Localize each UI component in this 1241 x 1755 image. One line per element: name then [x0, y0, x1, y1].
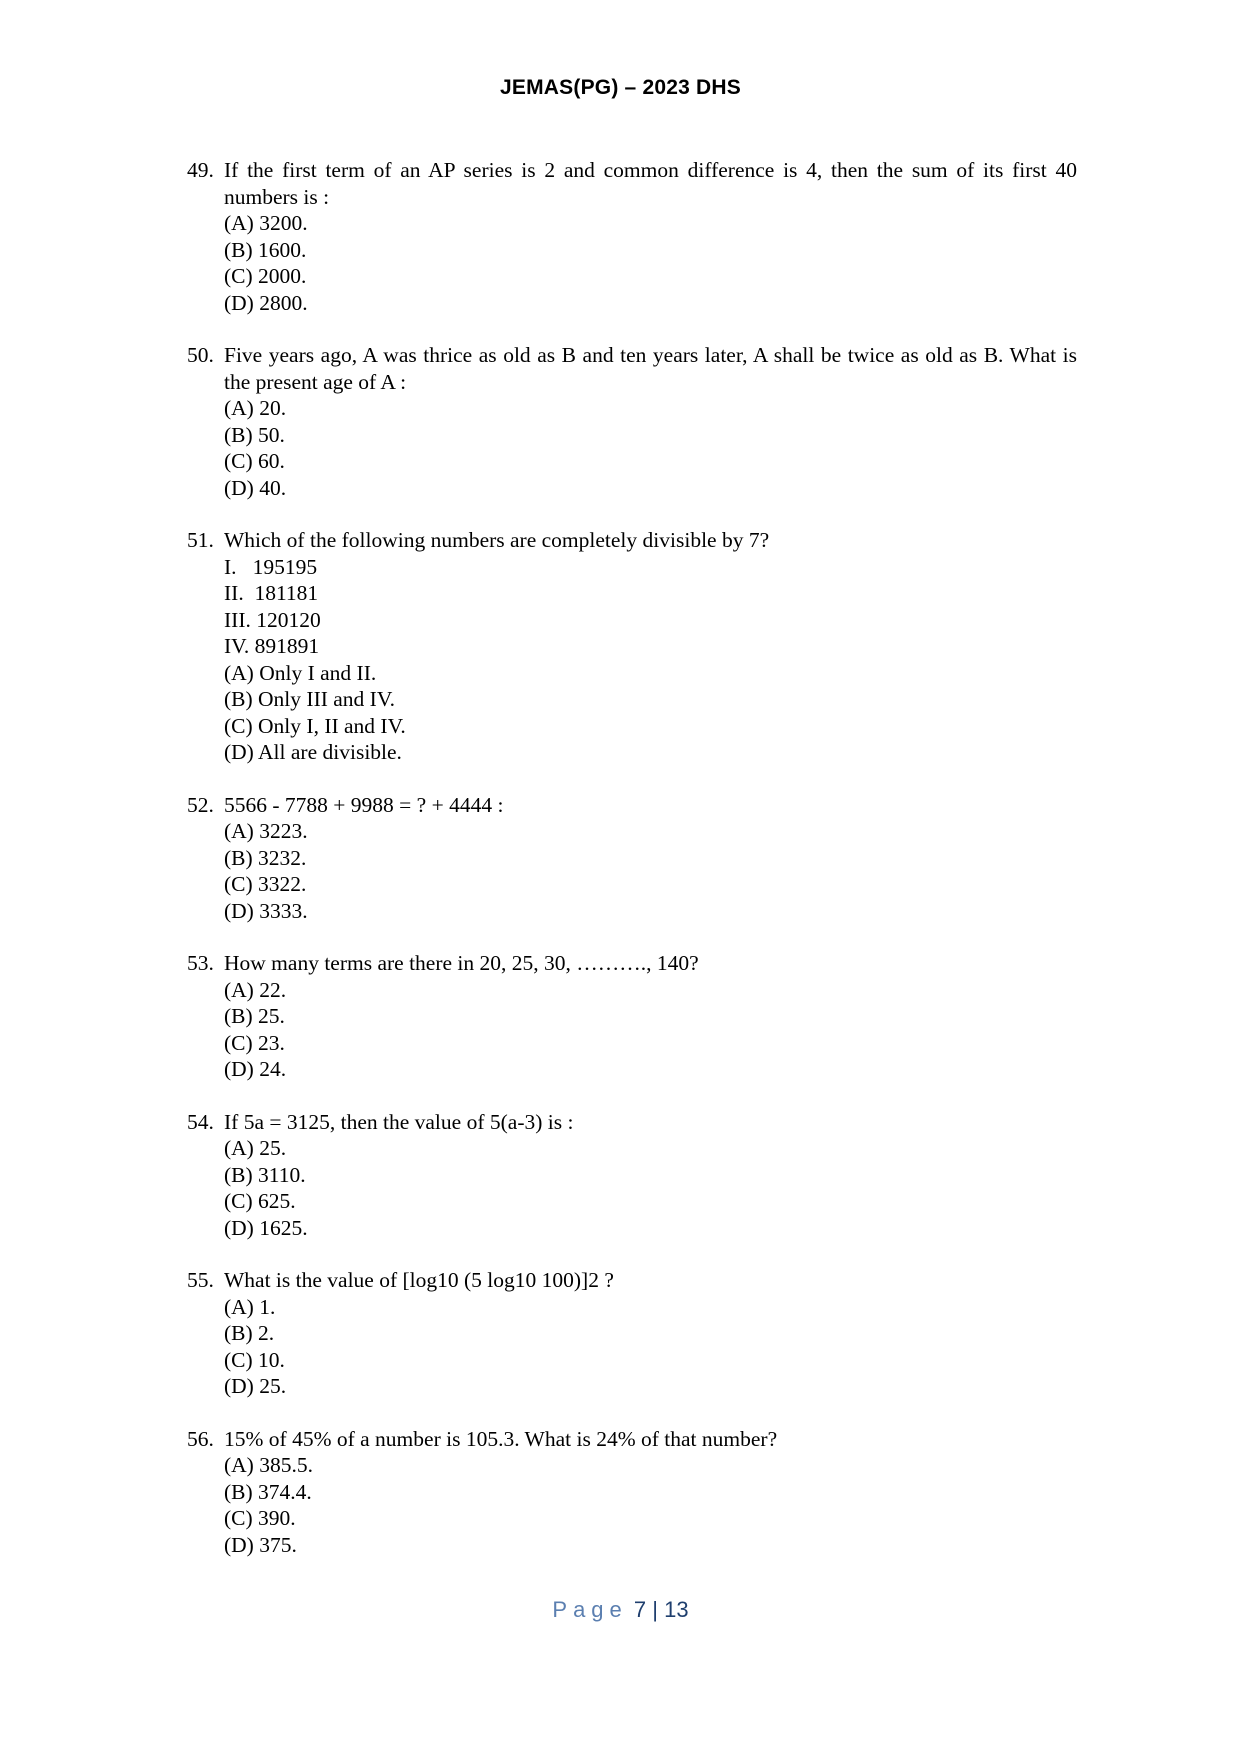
question-number: 55. — [187, 1268, 214, 1292]
question-item — [187, 1426, 1077, 1559]
answer-option: (D) 375. — [224, 1532, 297, 1557]
statement-item: II. 181181 — [224, 581, 319, 605]
page-footer — [0, 1597, 1241, 1623]
question-text: If 5a = 3125, then the value of 5(a-3) is : — [224, 1109, 574, 1134]
question-text: Five years ago, A was thrice as old as B and ten years later, A shall be twice as old as B. What is the present age of A : — [224, 343, 1077, 394]
question-stem — [187, 527, 1077, 554]
question-item — [187, 1267, 1077, 1400]
answer-option: (A) 20. — [224, 396, 287, 420]
answer-option: (D) 2800. — [224, 290, 308, 315]
answer-option: (A) 1. — [224, 1294, 276, 1319]
answer-option: (B) 3232. — [224, 845, 307, 870]
answer-option: (A) 3200. — [224, 211, 308, 235]
answer-option: (C) 10. — [224, 1347, 285, 1372]
answer-option: (C) 390. — [224, 1506, 296, 1530]
answer-option: (A) Only I and II. — [224, 660, 377, 685]
page-label: Page — [552, 1597, 628, 1622]
answer-option: (D) 1625. — [224, 1215, 308, 1240]
page-total: 13 — [664, 1597, 689, 1622]
statement-item: I. 195195 — [224, 554, 318, 579]
answer-option: (D) 24. — [224, 1057, 287, 1081]
answer-option: (A) 22. — [224, 977, 287, 1002]
question-text: 5566 - 7788 + 9988 = ? + 4444 : — [224, 792, 504, 817]
answer-option: (B) 374.4. — [224, 1479, 312, 1504]
question-number: 49. — [187, 158, 214, 182]
answer-option: (A) 3223. — [224, 819, 308, 843]
answer-option: (D) 25. — [224, 1374, 287, 1398]
question-item — [187, 950, 1077, 1083]
answer-option: (B) Only III and IV. — [224, 687, 395, 711]
page-current: 7 — [633, 1597, 647, 1622]
answer-option: (C) 3322. — [224, 872, 307, 896]
question-number: 56. — [187, 1426, 214, 1451]
page-header: JEMAS(PG) – 2023 DHS — [500, 76, 741, 99]
answer-option: (D) 40. — [224, 475, 287, 500]
question-item — [187, 1109, 1077, 1242]
question-item — [187, 792, 1077, 925]
question-text: What is the value of [log10 (5 log10 100)]2 ? — [224, 1268, 614, 1292]
question-number: 52. — [187, 792, 214, 817]
question-stem — [187, 950, 1077, 977]
answer-option: (D) 3333. — [224, 898, 308, 923]
answer-option: (A) 385.5. — [224, 1453, 313, 1477]
question-item — [187, 342, 1077, 501]
question-stem — [187, 157, 1077, 210]
answer-option: (A) 25. — [224, 1136, 287, 1160]
question-text: 15% of 45% of a number is 105.3. What is 24% of that number? — [224, 1426, 778, 1451]
question-text: If the first term of an AP series is 2 and common difference is 4, then the sum of its first 40 numbers is : — [224, 158, 1077, 209]
question-item — [187, 157, 1077, 316]
answer-option: (B) 25. — [224, 1004, 285, 1028]
question-stem — [187, 1267, 1077, 1294]
statement-item: III. 120120 — [224, 607, 321, 632]
answer-option: (C) 625. — [224, 1189, 296, 1213]
answer-option: (B) 3110. — [224, 1162, 306, 1187]
statement-item: IV. 891891 — [224, 634, 320, 658]
question-text: How many terms are there in 20, 25, 30, ………., 140? — [224, 951, 699, 975]
question-number: 54. — [187, 1109, 214, 1134]
page-separator: | — [652, 1597, 658, 1622]
answer-option: (C) Only I, II and IV. — [224, 713, 406, 738]
question-number: 50. — [187, 343, 214, 367]
question-text: Which of the following numbers are completely divisible by 7? — [224, 528, 770, 552]
question-stem — [187, 1426, 1077, 1453]
answer-option: (C) 60. — [224, 449, 285, 473]
answer-option: (C) 2000. — [224, 264, 307, 288]
question-item — [187, 527, 1077, 766]
answer-option: (C) 23. — [224, 1030, 285, 1055]
answer-option: (B) 2. — [224, 1321, 275, 1345]
answer-option: (D) All are divisible. — [224, 740, 402, 764]
question-list — [187, 157, 1077, 1584]
answer-option: (B) 1600. — [224, 237, 307, 262]
question-number: 51. — [187, 528, 214, 552]
question-stem — [187, 792, 1077, 819]
question-stem — [187, 1109, 1077, 1136]
answer-option: (B) 50. — [224, 422, 285, 447]
question-number: 53. — [187, 951, 214, 975]
question-stem — [187, 342, 1077, 395]
